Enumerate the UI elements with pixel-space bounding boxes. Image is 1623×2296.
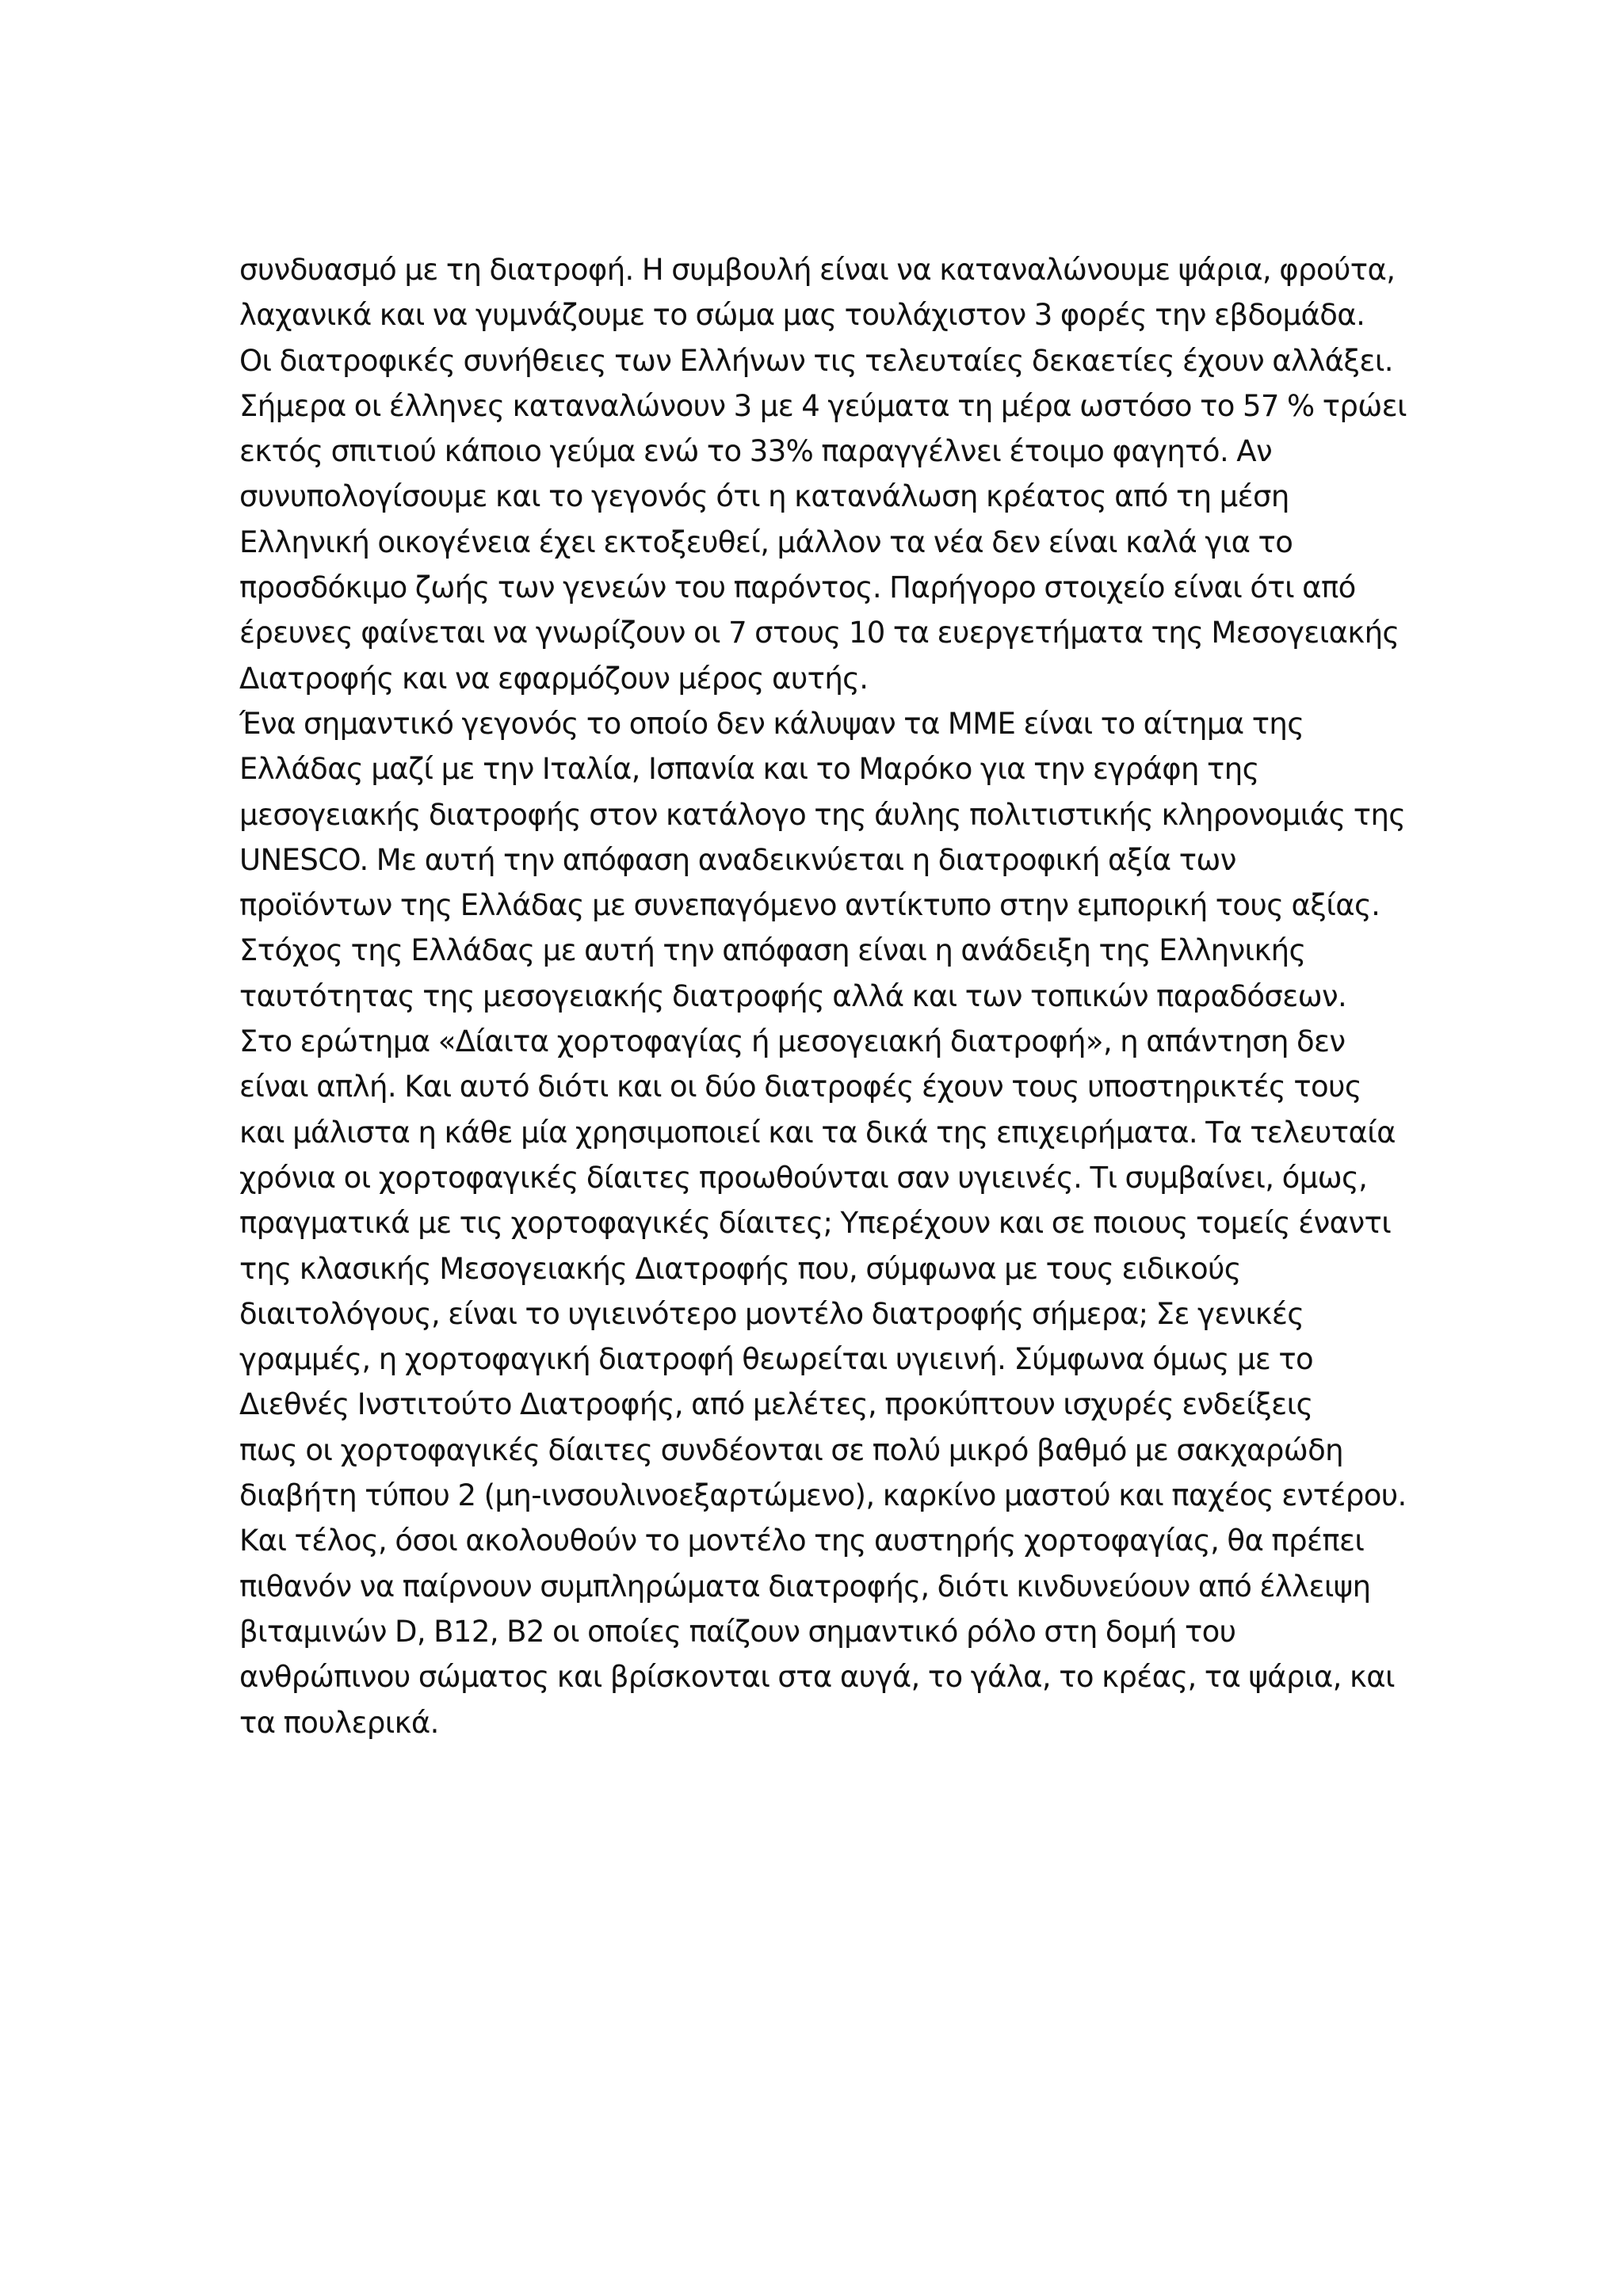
text-line: εκτός σπιτιού κάποιο γεύμα ενώ το 33% παραγγέλνει έτοιμο φαγητό. Αν	[239, 434, 1273, 469]
text-line: διαβήτη τύπου 2 (μη-ινσουλινοεξαρτώμενο), καρκίνο μαστού και παχέος εντέρου.	[239, 1478, 1407, 1513]
text-line: προϊόντων της Ελλάδας με συνεπαγόμενο αντίκτυπο στην εμπορική τους αξίας.	[239, 888, 1381, 923]
text-line: πραγματικά με τις χορτοφαγικές δίαιτες; Υπερέχουν και σε ποιους τομείς έναντι	[239, 1206, 1392, 1241]
text-line: είναι απλή. Και αυτό διότι και οι δύο διατροφές έχουν τους υποστηρικτές τους	[239, 1070, 1361, 1104]
text-line: ανθρώπινου σώματος και βρίσκονται στα αυγά, το γάλα, το κρέας, τα ψάρια, και	[239, 1660, 1395, 1695]
text-line: λαχανικά και να γυμνάζουμε το σώμα μας τουλάχιστον 3 φορές την εβδομάδα.	[239, 298, 1365, 333]
text-line: μεσογειακής διατροφής στον κατάλογο της άυλης πολιτιστικής κληρονομιάς της	[239, 797, 1406, 832]
text-line: Ελλάδας μαζί με την Ιταλία, Ισπανία και το Μαρόκο για την εγράφη της	[239, 752, 1259, 787]
text-line: βιταμινών D, B12, B2 οι οποίες παίζουν σημαντικό ρόλο στη δομή του	[239, 1614, 1236, 1649]
document-body-text	[239, 247, 1407, 1745]
text-line: Και τέλος, όσοι ακολουθούν το μοντέλο της αυστηρής χορτοφαγίας, θα πρέπει	[239, 1524, 1365, 1558]
text-line: πιθανόν να παίρνουν συμπληρώματα διατροφής, διότι κινδυνεύουν από έλλειψη	[239, 1569, 1371, 1604]
text-line: Ένα σημαντικό γεγονός το οποίο δεν κάλυψαν τα ΜΜΕ είναι το αίτημα της	[239, 706, 1304, 741]
text-line: Στόχος της Ελλάδας με αυτή την απόφαση είναι η ανάδειξη της Ελληνικής	[239, 933, 1306, 968]
text-line: προσδόκιμο ζωής των γενεών του παρόντος. Παρήγορο στοιχείο είναι ότι από	[239, 570, 1356, 605]
text-line: Διεθνές Ινστιτούτο Διατροφής, από μελέτες, προκύπτουν ισχυρές ενδείξεις	[239, 1387, 1313, 1422]
text-line: χρόνια οι χορτοφαγικές δίαιτες προωθούνται σαν υγιεινές. Τι συμβαίνει, όμως,	[239, 1160, 1368, 1195]
text-line: της κλασικής Μεσογειακής Διατροφής που, σύμφωνα με τους ειδικούς	[239, 1251, 1241, 1286]
text-line: συνυπολογίσουμε και το γεγονός ότι η κατανάλωση κρέατος από τη μέση	[239, 479, 1289, 514]
text-line: Διατροφής και να εφαρμόζουν μέρος αυτής.	[239, 661, 869, 696]
text-line: UNESCO. Με αυτή την απόφαση αναδεικνύεται η διατροφική αξία των	[239, 842, 1236, 877]
text-line: Ελληνική οικογένεια έχει εκτοξευθεί, μάλλον τα νέα δεν είναι καλά για το	[239, 524, 1293, 559]
text-line: διαιτολόγους, είναι το υγιεινότερο μοντέλο διατροφής σήμερα; Σε γενικές	[239, 1296, 1304, 1331]
text-line: Οι διατροφικές συνήθειες των Ελλήνων τις τελευταίες δεκαετίες έχουν αλλάξει.	[239, 343, 1393, 378]
text-line: πως οι χορτοφαγικές δίαιτες συνδέονται σε πολύ μικρό βαθμό με σακχαρώδη	[239, 1432, 1343, 1467]
text-line: τα πουλερικά.	[239, 1705, 439, 1740]
text-line: Στο ερώτημα «Δίαιτα χορτοφαγίας ή μεσογειακή διατροφή», η απάντηση δεν	[239, 1024, 1346, 1059]
text-line: έρευνες φαίνεται να γνωρίζουν οι 7 στους 10 τα ευεργετήματα της Μεσογειακής	[239, 616, 1400, 650]
text-line: γραμμές, η χορτοφαγική διατροφή θεωρείται υγιεινή. Σύμφωνα όμως με το	[239, 1342, 1314, 1377]
text-line: και μάλιστα η κάθε μία χρησιμοποιεί και τα δικά της επιχειρήματα. Τα τελευταία	[239, 1115, 1396, 1150]
text-line: Σήμερα οι έλληνες καταναλώνουν 3 με 4 γεύματα τη μέρα ωστόσο το 57 % τρώει	[239, 388, 1407, 423]
text-line: συνδυασμό με τη διατροφή. Η συμβουλή είναι να καταναλώνουμε ψάρια, φρούτα,	[239, 253, 1396, 287]
text-line: ταυτότητας της μεσογειακής διατροφής αλλά και των τοπικών παραδόσεων.	[239, 978, 1347, 1013]
